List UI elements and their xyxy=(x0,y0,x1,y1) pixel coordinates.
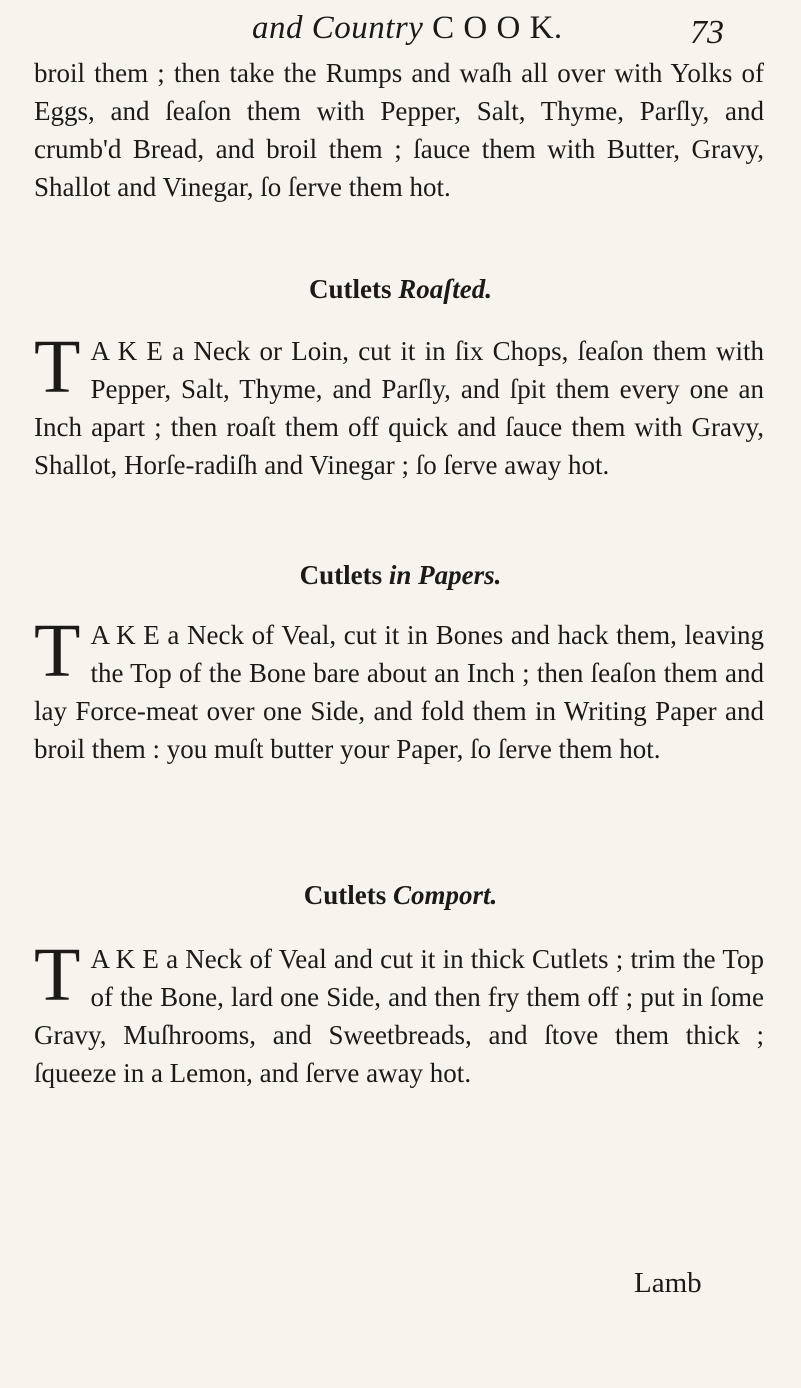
recipe-body: A K E a Neck of Veal and cut it in thick Cutlets ; trim the Top of the Bone, lard one Side, and then fry them off ; put in ſome Gravy, Muſhrooms, and Sweetbreads, and ſtove them thick ; ſqueeze in a Lemon, and ſerve away hot. xyxy=(34,944,764,1088)
heading-italic: Comport. xyxy=(392,880,498,910)
heading-italic: in Papers. xyxy=(388,560,502,590)
section-heading-comport xyxy=(0,880,801,911)
recipe-body: A K E a Neck of Veal, cut it in Bones and hack them, leaving the Top of the Bone bare about an Inch ; then ſeaſon them and lay Force-meat over one Side, and fold them in Writing Paper and broil them : you muſt butter your Paper, ſo ſerve them hot. xyxy=(34,620,764,764)
running-title-italic: and Country xyxy=(252,10,424,46)
section-heading-papers xyxy=(0,560,801,591)
drop-cap: T xyxy=(34,933,81,1017)
heading-plain: Cutlets xyxy=(299,560,383,590)
recipe-body: A K E a Neck or Loin, cut it in ſix Chops, ſeaſon them with Pepper, Salt, Thyme, and Parſly, and ſpit them every one an Inch apart ; then roaſt them off quick and ſauce them with Gravy, Shallot, Horſe-radiſh and Vinegar ; ſo ſerve away hot. xyxy=(34,336,764,480)
running-title-caps: C O O K. xyxy=(432,10,563,46)
heading-plain: Cutlets xyxy=(303,880,387,910)
running-head xyxy=(0,8,801,52)
catchword: Lamb xyxy=(634,1267,702,1299)
drop-cap: T xyxy=(34,609,81,693)
heading-plain: Cutlets xyxy=(309,274,392,304)
heading-italic: Roaſted. xyxy=(398,274,492,304)
page-number: 73 xyxy=(690,14,724,51)
section-heading-roasted xyxy=(0,274,801,305)
drop-cap: T xyxy=(34,325,81,409)
continuation-paragraph: broil them ; then take the Rumps and waſh all over with Yolks of Eggs, and ſeaſon them with Pepper, Salt, Thyme, Parſly, and crumb'd Bread, and broil them ; ſauce them with Butter, Gravy, Shallot and Vinegar, ſo ſerve them hot. xyxy=(34,58,764,202)
recipe-roasted xyxy=(34,325,764,484)
recipe-comport xyxy=(34,933,764,1092)
running-title xyxy=(252,10,563,47)
recipe-papers xyxy=(34,609,764,768)
